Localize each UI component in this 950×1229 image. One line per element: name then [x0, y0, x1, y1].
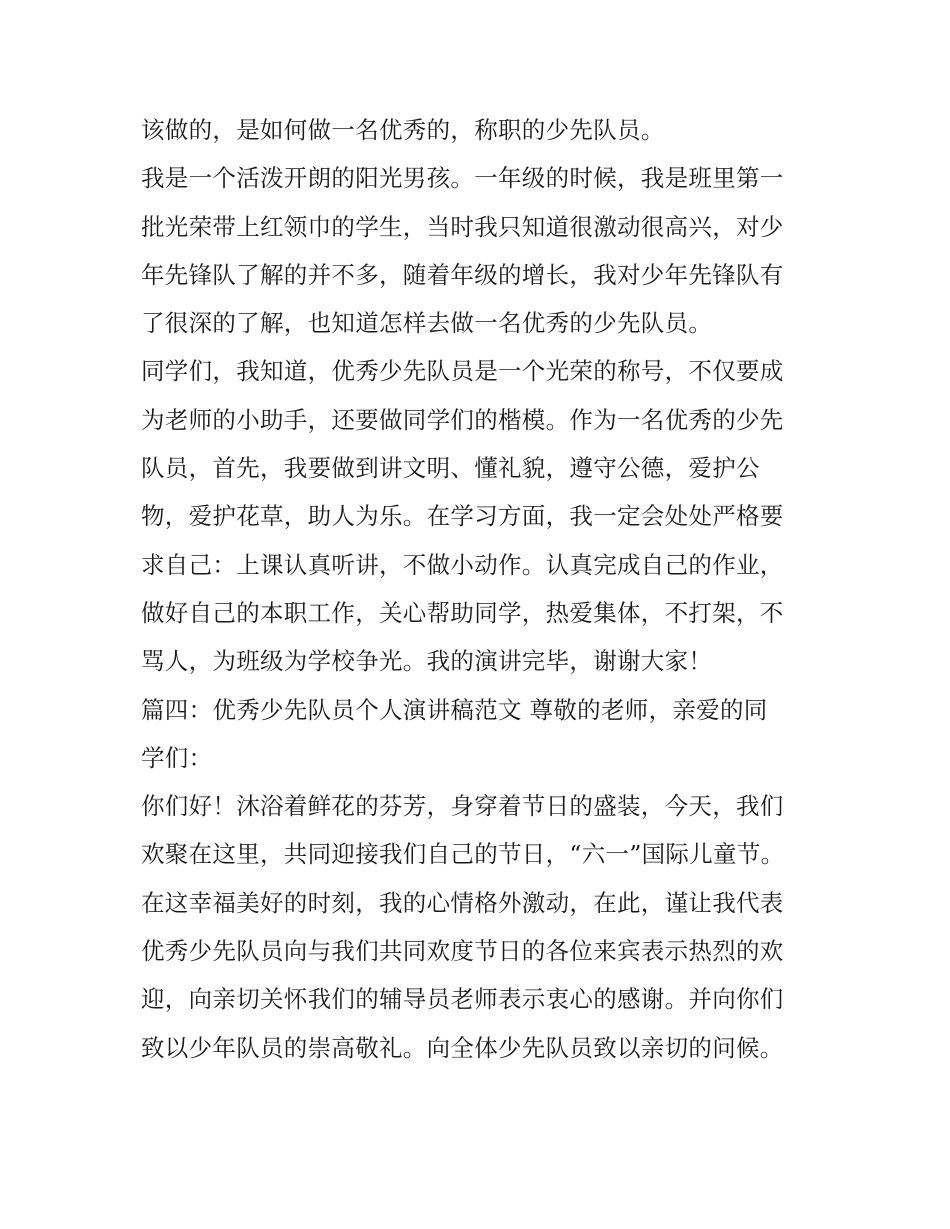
text-line: 迎，向亲切关怀我们的辅导员老师表示衷心的感谢。并向你们: [141, 985, 784, 1014]
text-line: 队员，首先，我要做到讲文明、懂礼貌，遵守公德，爱护公: [141, 454, 760, 483]
text-line: 骂人，为班级为学校争光。我的演讲完毕，谢谢大家！: [141, 647, 713, 676]
text-line: 学们：: [141, 743, 213, 772]
text-line: 在这幸福美好的时刻，我的心情格外激动，在此，谨让我代表: [141, 888, 784, 917]
text-line: 欢聚在这里，共同迎接我们自己的节日，“六一”国际儿童节。: [141, 840, 785, 869]
text-line: 为老师的小助手，还要做同学们的楷模。作为一名优秀的少先: [141, 405, 784, 434]
text-line: 该做的，是如何做一名优秀的，称职的少先队员。: [141, 116, 665, 144]
text-line: 致以少年队员的崇高敬礼。向全体少先队员致以亲切的问候。: [141, 1033, 784, 1062]
section-heading-line: 篇四：优秀少先队员个人演讲稿范文 尊敬的老师，亲爱的同: [141, 695, 768, 724]
text-line: 物，爱护花草，助人为乐。在学习方面，我一定会处处严格要: [141, 502, 784, 531]
document-page: [141, 106, 813, 1072]
text-line: 做好自己的本职工作，关心帮助同学，热爱集体，不打架，不: [141, 598, 784, 627]
text-line: 求自己：上课认真听讲，不做小动作。认真完成自己的作业，: [141, 550, 784, 579]
text-line: 年先锋队了解的并不多，随着年级的增长，我对少年先锋队有: [141, 260, 784, 289]
text-line: 你们好！沐浴着鲜花的芬芳，身穿着节日的盛装，今天，我们: [141, 792, 784, 821]
text-line: 了很深的了解，也知道怎样去做一名优秀的少先队员。: [141, 309, 713, 338]
text-line: 我是一个活泼开朗的阳光男孩。一年级的时候，我是班里第一: [141, 164, 784, 193]
text-line: 优秀少先队员向与我们共同欢度节日的各位来宾表示热烈的欢: [141, 937, 784, 966]
text-line: 批光荣带上红领巾的学生，当时我只知道很激动很高兴，对少: [141, 212, 784, 241]
text-line: 同学们，我知道，优秀少先队员是一个光荣的称号，不仅要成: [141, 357, 784, 386]
